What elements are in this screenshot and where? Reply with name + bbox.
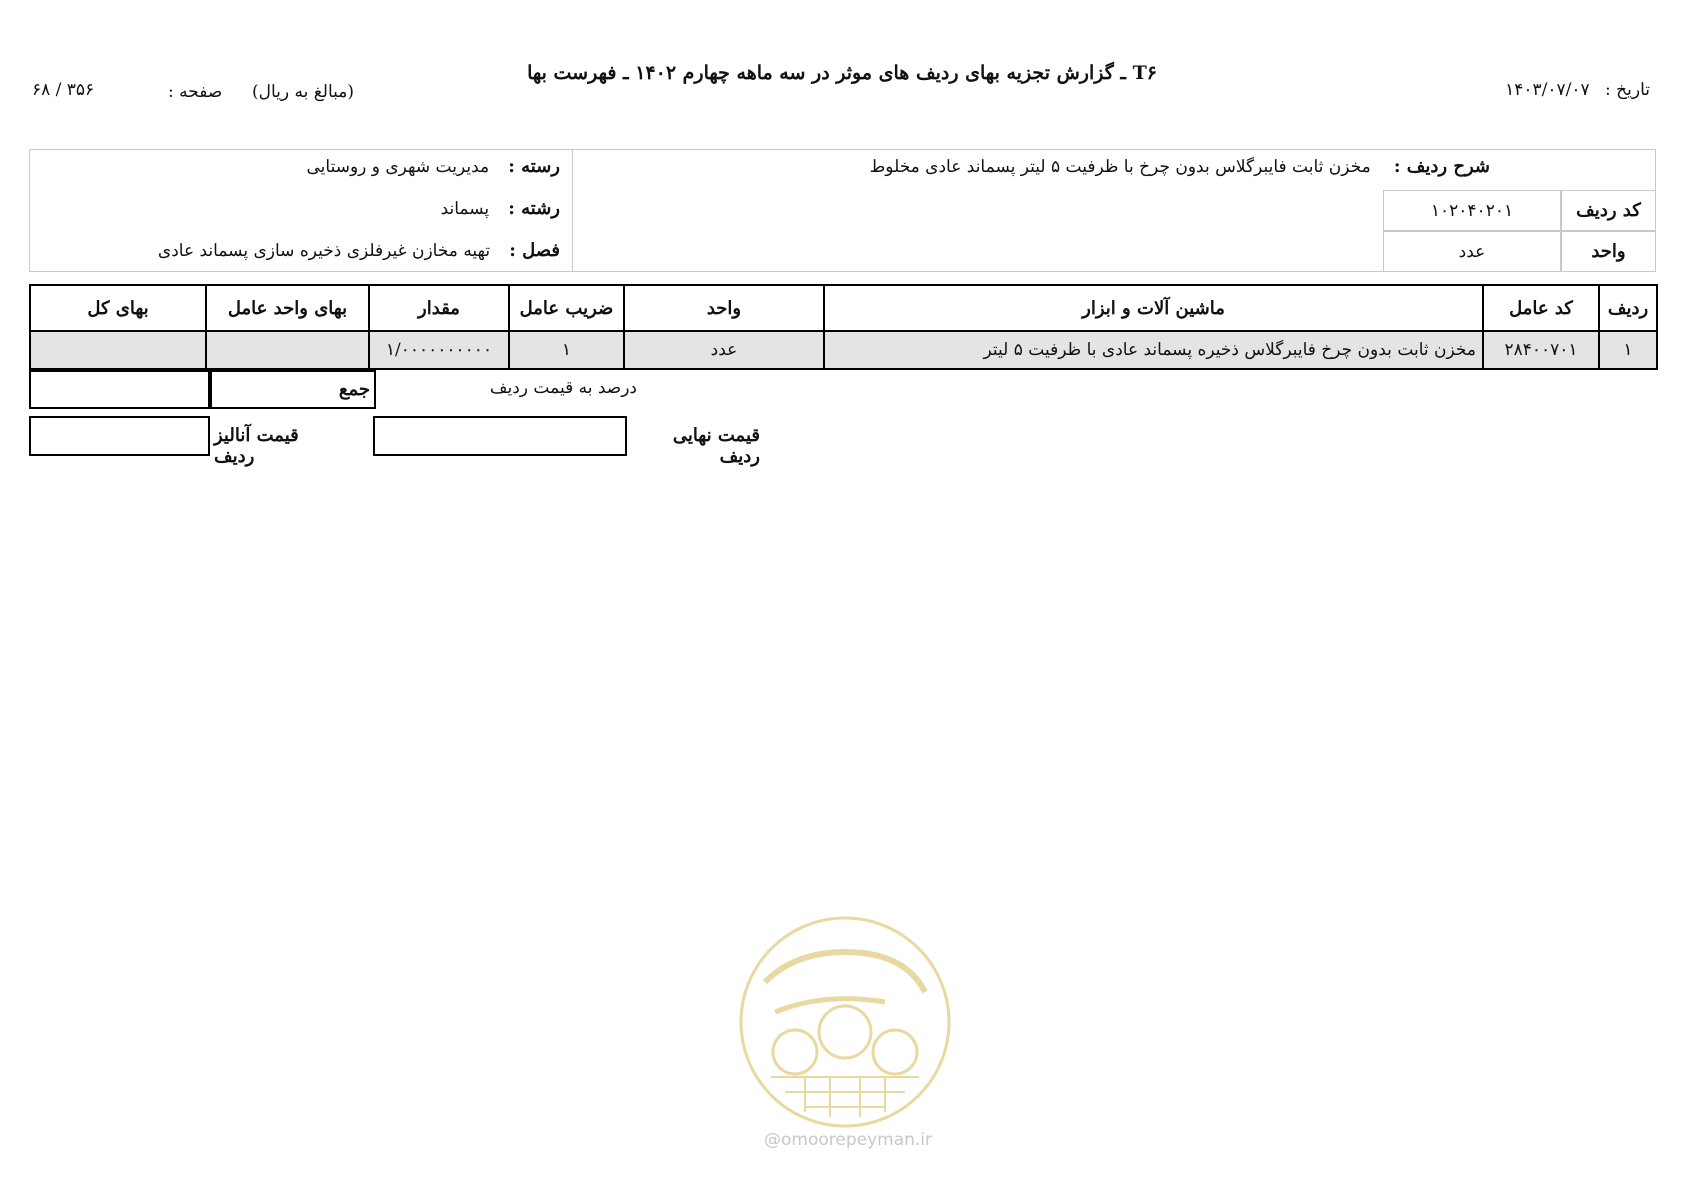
amounts-note: (مبالغ به ریال)	[252, 82, 355, 102]
col-quantity: مقدار	[369, 285, 509, 331]
report-date	[1505, 80, 1650, 100]
category-label: رسته :	[508, 156, 560, 177]
chapter-label: فصل :	[509, 240, 560, 261]
row-code-value: ۱۰۲۰۴۰۲۰۱	[1430, 200, 1514, 221]
row-desc-value: مخزن ثابت فایبرگلاس بدون چرخ با ظرفیت ۵ لیتر پسماند عادی مخلوط	[869, 157, 1371, 177]
category-value: مدیریت شهری و روستایی	[306, 157, 490, 177]
field-line	[441, 198, 560, 219]
table-header-row	[30, 285, 1657, 331]
cell-row: ۱	[1599, 331, 1657, 369]
col-unit: واحد	[624, 285, 824, 331]
unit-value: عدد	[1458, 241, 1486, 262]
cell-total-price	[30, 331, 206, 369]
sum-label: جمع	[338, 379, 370, 400]
watermark-site: @omoorepeyman.ir	[763, 1130, 933, 1150]
percent-label: درصد به قیمت ردیف	[489, 378, 637, 398]
col-factor-code: کد عامل	[1483, 285, 1599, 331]
col-unit-price: بهای واحد عامل	[206, 285, 369, 331]
cell-unit: عدد	[624, 331, 824, 369]
analysis-price-box	[29, 416, 210, 456]
row-code-label: کد ردیف	[1576, 200, 1641, 221]
unit-value-cell	[1383, 231, 1561, 272]
unit-label-cell	[1561, 231, 1656, 272]
omoore-peyman-logo-icon	[735, 912, 955, 1132]
col-factor-coef: ضریب عامل	[509, 285, 624, 331]
row-code-label-cell	[1561, 190, 1656, 231]
col-row: ردیف	[1599, 285, 1657, 331]
field-label: رشته :	[508, 198, 560, 219]
col-total-price: بهای کل	[30, 285, 206, 331]
date-value: ۱۴۰۳/۰۷/۰۷	[1505, 80, 1590, 100]
row-code-value-cell	[1383, 190, 1561, 231]
cell-unit-price	[206, 331, 369, 369]
table-row	[30, 331, 1657, 369]
field-value: پسماند	[440, 199, 490, 219]
sum-value-box	[29, 370, 210, 409]
row-desc-label: شرح ردیف :	[1393, 156, 1490, 177]
date-label: تاریخ :	[1605, 80, 1650, 100]
row-description	[870, 156, 1490, 177]
analysis-table	[29, 284, 1658, 370]
page-number: ۶۸ / ۳۵۶	[32, 80, 95, 100]
cell-quantity: ۱/۰۰۰۰۰۰۰۰۰۰	[369, 331, 509, 369]
unit-label: واحد	[1591, 241, 1626, 262]
chapter-line	[158, 240, 560, 261]
page-label: صفحه :	[168, 82, 223, 102]
info-divider	[572, 149, 573, 272]
final-price-box	[373, 416, 627, 456]
sum-box	[210, 370, 376, 409]
category-line	[306, 156, 560, 177]
cell-factor-coef: ۱	[509, 331, 624, 369]
chapter-value: تهیه مخازن غیرفلزی ذخیره سازی پسماند عادی	[157, 241, 491, 261]
col-machinery: ماشین آلات و ابزار	[824, 285, 1483, 331]
analysis-price-label: قیمت آنالیز ردیف	[214, 425, 299, 467]
cell-machinery: مخزن ثابت بدون چرخ فایبرگلاس ذخیره پسماند عادی با ظرفیت ۵ لیتر	[824, 331, 1483, 369]
report-title: T۶ ـ گزارش تجزیه بهای ردیف های موثر در سه ماهه چهارم ۱۴۰۲ ـ فهرست بها	[527, 62, 1157, 84]
final-price-label: قیمت نهایی ردیف	[672, 425, 760, 467]
cell-factor-code: ۲۸۴۰۰۷۰۱	[1483, 331, 1599, 369]
